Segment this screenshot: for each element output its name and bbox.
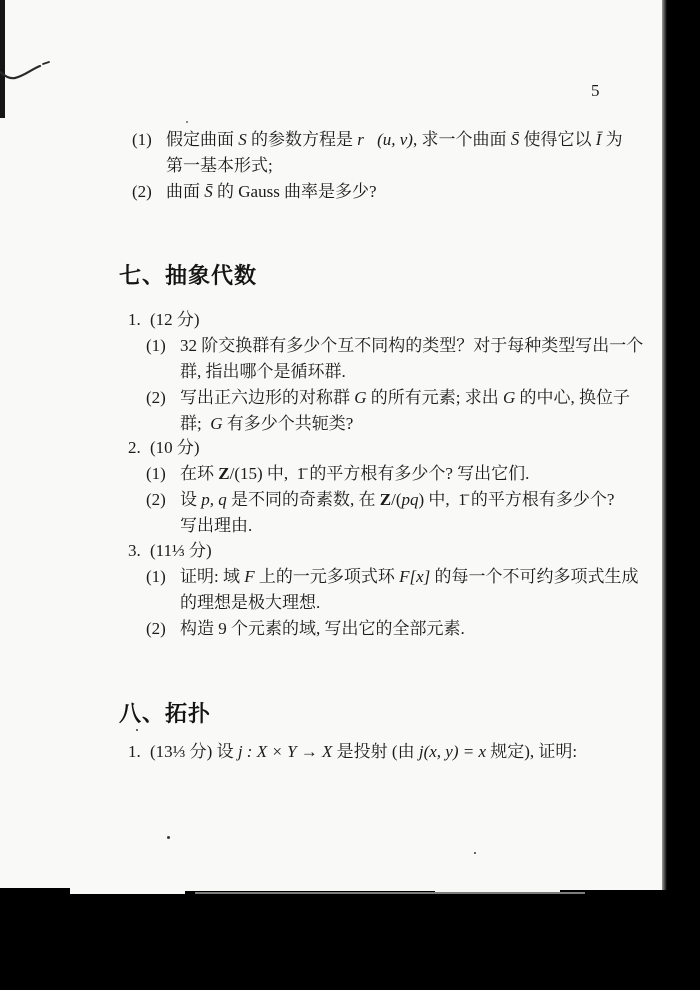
text-run: 规定), 证明: xyxy=(486,742,578,761)
text-line xyxy=(146,461,614,487)
text-line xyxy=(180,590,639,616)
text-line xyxy=(180,513,614,539)
text-run: 的平方根有多少个? 写出它们. xyxy=(305,464,530,483)
text-run: (13⅓ 分) 设 xyxy=(150,742,238,761)
item-marker: (2) xyxy=(146,619,166,638)
text-run: 的 Gauss 曲率是多少? xyxy=(212,182,377,201)
text-run: 构造 9 个元素的域, 写出它的全部元素. xyxy=(180,619,465,638)
text-line xyxy=(132,127,623,153)
text-line xyxy=(128,435,614,461)
section-heading-topology: 八、拓扑 xyxy=(119,702,212,727)
text-run: 设 xyxy=(180,490,202,509)
math-run: G xyxy=(210,414,223,433)
scan-squiggle-mark xyxy=(0,58,52,86)
math-run: G xyxy=(354,388,367,407)
scan-speck xyxy=(474,852,476,854)
text-line xyxy=(128,307,643,333)
text-line xyxy=(128,739,577,765)
item-marker: 1. xyxy=(128,310,141,329)
text-run: 假定曲面 xyxy=(166,130,239,149)
text-run: 32 阶交换群有多少个互不同构的类型？对于每种类型写出一个 xyxy=(180,336,644,355)
text-run: 曲面 xyxy=(166,182,205,201)
text-run: (11⅓ 分) xyxy=(150,541,212,560)
topology-problem-1 xyxy=(128,739,577,765)
item-marker: (1) xyxy=(146,336,166,355)
text-run: , 求一个曲面 xyxy=(412,130,511,149)
algebra-problem-1 xyxy=(128,307,643,437)
text-run: 群, 指出哪个是循环群. xyxy=(180,362,346,381)
text-run: 中, xyxy=(262,464,297,483)
scan-edge-bottom-bar xyxy=(0,894,700,990)
text-run: 使得它以 xyxy=(519,130,596,149)
text-line xyxy=(166,153,623,179)
scan-speck xyxy=(167,836,170,839)
question-subitems-geometry xyxy=(132,127,623,205)
text-run: 有多少个共轭类? xyxy=(222,414,354,433)
text-line xyxy=(146,487,614,513)
math-run: 1̄ xyxy=(458,490,467,509)
math-run: Ī xyxy=(595,130,602,149)
scan-edge-right-strip xyxy=(662,0,700,990)
text-run: 的所有元素; 求出 xyxy=(366,388,504,407)
item-marker: 1. xyxy=(128,742,141,761)
section-heading-abstract-algebra: 七、抽象代数 xyxy=(119,264,258,289)
text-run: 在环 xyxy=(180,464,219,483)
text-run: 写出正六边形的对称群 xyxy=(180,388,355,407)
text-run: 是投射 (由 xyxy=(332,742,419,761)
text-run: (12 分) xyxy=(150,310,200,329)
text-run: 的参数方程是 xyxy=(246,130,358,149)
text-run: 为 xyxy=(601,130,623,149)
math-run: S̄ xyxy=(204,182,213,201)
math-run: r⃗(u, v) xyxy=(357,130,413,149)
text-run: 的中心, 换位子 xyxy=(515,388,631,407)
item-marker: (1) xyxy=(146,464,166,483)
item-marker: (2) xyxy=(146,490,166,509)
text-line xyxy=(180,411,643,437)
item-marker: (2) xyxy=(146,388,166,407)
text-line xyxy=(146,385,643,411)
math-run: j : X × Y → X xyxy=(237,742,333,761)
math-run: S xyxy=(238,130,247,149)
item-marker: (1) xyxy=(132,130,152,149)
text-run: 的平方根有多少个? xyxy=(466,490,615,509)
text-line xyxy=(132,179,623,205)
math-run: ) xyxy=(418,490,425,509)
text-line xyxy=(128,538,639,564)
item-marker: (1) xyxy=(146,567,166,586)
math-run: /( xyxy=(391,490,402,509)
text-line xyxy=(146,333,643,359)
text-line xyxy=(146,564,639,590)
text-run: 的理想是极大理想. xyxy=(180,593,321,612)
math-run: j(x, y) = x xyxy=(418,742,486,761)
text-run: 中, xyxy=(424,490,459,509)
scan-speck xyxy=(136,729,138,731)
text-run: (10 分) xyxy=(150,438,200,457)
text-run: 上的一元多项式环 xyxy=(254,567,400,586)
math-run: Z xyxy=(218,464,230,483)
math-run: /(15) xyxy=(229,464,263,483)
math-run: p, q xyxy=(201,490,227,509)
text-run: 的每一个不可约多项式生成 xyxy=(430,567,639,586)
algebra-problem-3 xyxy=(128,538,639,642)
algebra-problem-2 xyxy=(128,435,614,539)
math-run: F[x] xyxy=(399,567,431,586)
text-run: 第一基本形式; xyxy=(166,156,273,175)
scan-speck xyxy=(186,121,188,123)
math-run: S̄ xyxy=(510,130,520,149)
item-marker: 2. xyxy=(128,438,141,457)
text-line xyxy=(146,616,639,642)
math-run: Z xyxy=(379,490,392,509)
page-number: 5 xyxy=(591,81,600,100)
item-marker: 3. xyxy=(128,541,141,560)
math-run: G xyxy=(503,388,516,407)
text-run: 群; xyxy=(180,414,211,433)
text-run: 证明: 域 xyxy=(180,567,245,586)
math-run: F xyxy=(244,567,255,586)
math-run: pq xyxy=(401,490,419,509)
text-run: 写出理由. xyxy=(180,516,253,535)
text-line xyxy=(180,359,643,385)
text-run: 是不同的奇素数, 在 xyxy=(226,490,380,509)
math-run: 1̄ xyxy=(296,464,306,483)
item-marker: (2) xyxy=(132,182,152,201)
